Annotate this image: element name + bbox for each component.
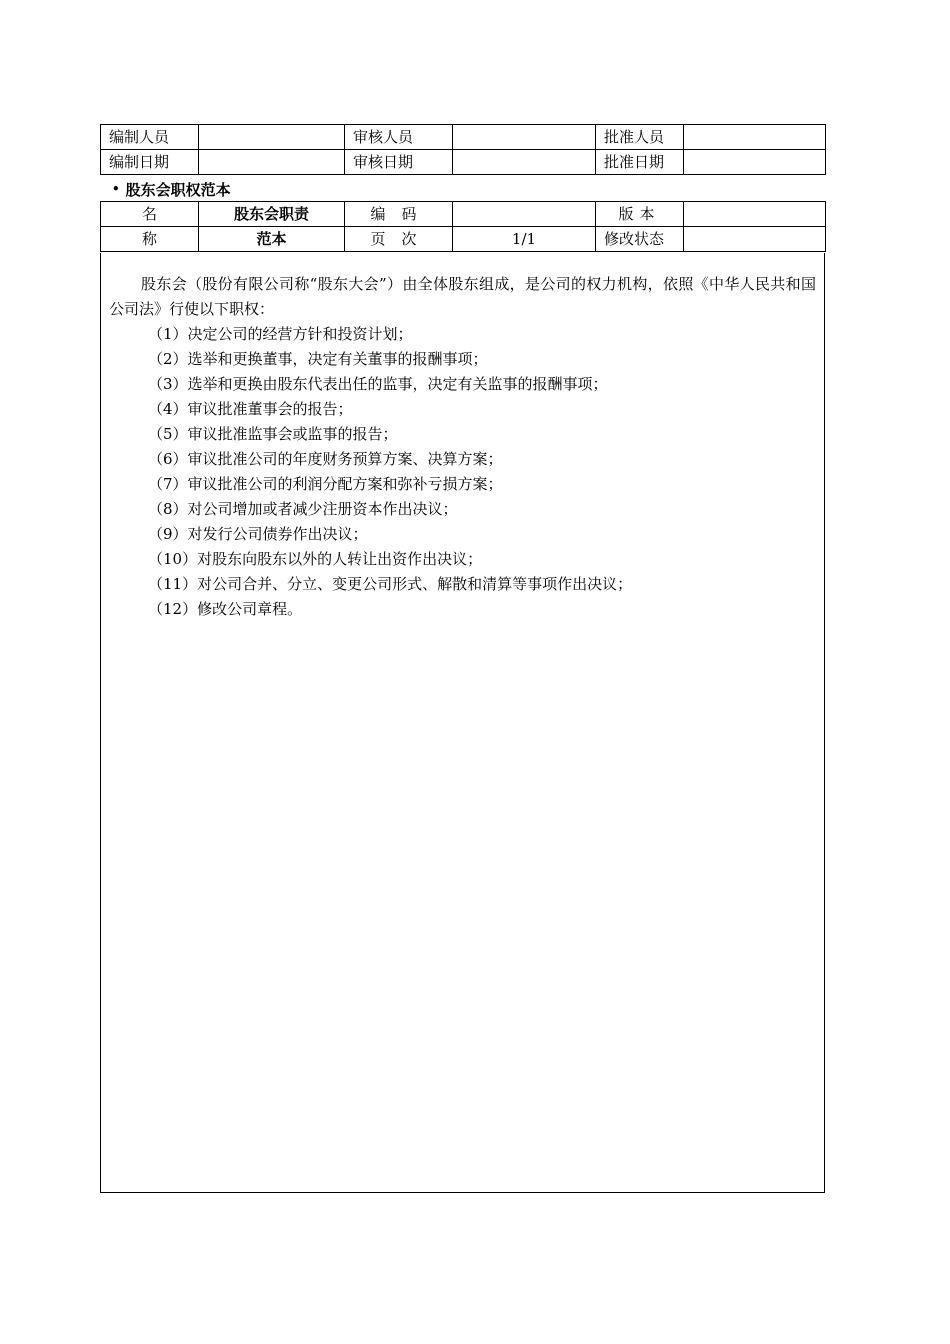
header-row-2 — [101, 227, 826, 252]
review-date-label: 审核日期 — [345, 150, 453, 175]
page-value: 1/1 — [453, 227, 596, 252]
edit-date-field[interactable] — [199, 150, 345, 175]
code-label: 编码 — [345, 202, 453, 227]
list-item: （12）修改公司章程。 — [148, 600, 303, 618]
header-row-1 — [101, 202, 826, 227]
reviewer-field[interactable] — [453, 125, 596, 150]
powers-list — [148, 322, 632, 622]
signoff-row-dates — [101, 150, 826, 175]
list-item: （10）对股东向股东以外的人转让出资作出决议； — [148, 550, 483, 568]
edit-date-label: 编制日期 — [101, 150, 199, 175]
intro-paragraph: 股东会（股份有限公司称“股东大会”）由全体股东组成，是公司的权力机构，依照《中华人民共和国公司法》行使以下职权： — [109, 275, 816, 318]
name-label-top: 名 — [101, 202, 199, 227]
list-item: （3）选举和更换由股东代表出任的监事，决定有关监事的报酬事项； — [148, 375, 608, 393]
list-item: （1）决定公司的经营方针和投资计划； — [148, 325, 413, 343]
status-field[interactable] — [684, 227, 826, 252]
approver-label: 批准人员 — [596, 125, 684, 150]
list-item: （2）选举和更换董事，决定有关董事的报酬事项； — [148, 350, 488, 368]
version-label: 版本 — [596, 202, 684, 227]
code-field[interactable] — [453, 202, 596, 227]
review-date-field[interactable] — [453, 150, 596, 175]
page-label: 页次 — [345, 227, 453, 252]
content-box — [100, 253, 825, 1193]
doc-name-line1: 股东会职责 — [199, 202, 345, 227]
editor-label: 编制人员 — [101, 125, 199, 150]
signoff-table — [100, 124, 826, 175]
list-item: （5）审议批准监事会或监事的报告； — [148, 425, 398, 443]
list-item: （6）审议批准公司的年度财务预算方案、决算方案； — [148, 450, 503, 468]
reviewer-label: 审核人员 — [345, 125, 453, 150]
version-field[interactable] — [684, 202, 826, 227]
list-item: （11）对公司合并、分立、变更公司形式、解散和清算等事项作出决议； — [148, 575, 633, 593]
doc-name-line2: 范本 — [199, 227, 345, 252]
approve-date-label: 批准日期 — [596, 150, 684, 175]
list-item: （9）对发行公司债券作出决议； — [148, 525, 368, 543]
bullet-icon: • — [112, 182, 120, 196]
status-label: 修改状态 — [596, 227, 684, 252]
editor-field[interactable] — [199, 125, 345, 150]
list-item: （4）审议批准董事会的报告； — [148, 400, 353, 418]
name-label-bottom: 称 — [101, 227, 199, 252]
section-title — [112, 178, 231, 200]
list-item: （7）审议批准公司的利润分配方案和弥补亏损方案； — [148, 475, 503, 493]
signoff-row-people — [101, 125, 826, 150]
approve-date-field[interactable] — [684, 150, 826, 175]
approver-field[interactable] — [684, 125, 826, 150]
list-item: （8）对公司增加或者减少注册资本作出决议； — [148, 500, 458, 518]
section-title-text: 股东会职权范本 — [125, 181, 231, 199]
document-header-table — [100, 201, 826, 252]
